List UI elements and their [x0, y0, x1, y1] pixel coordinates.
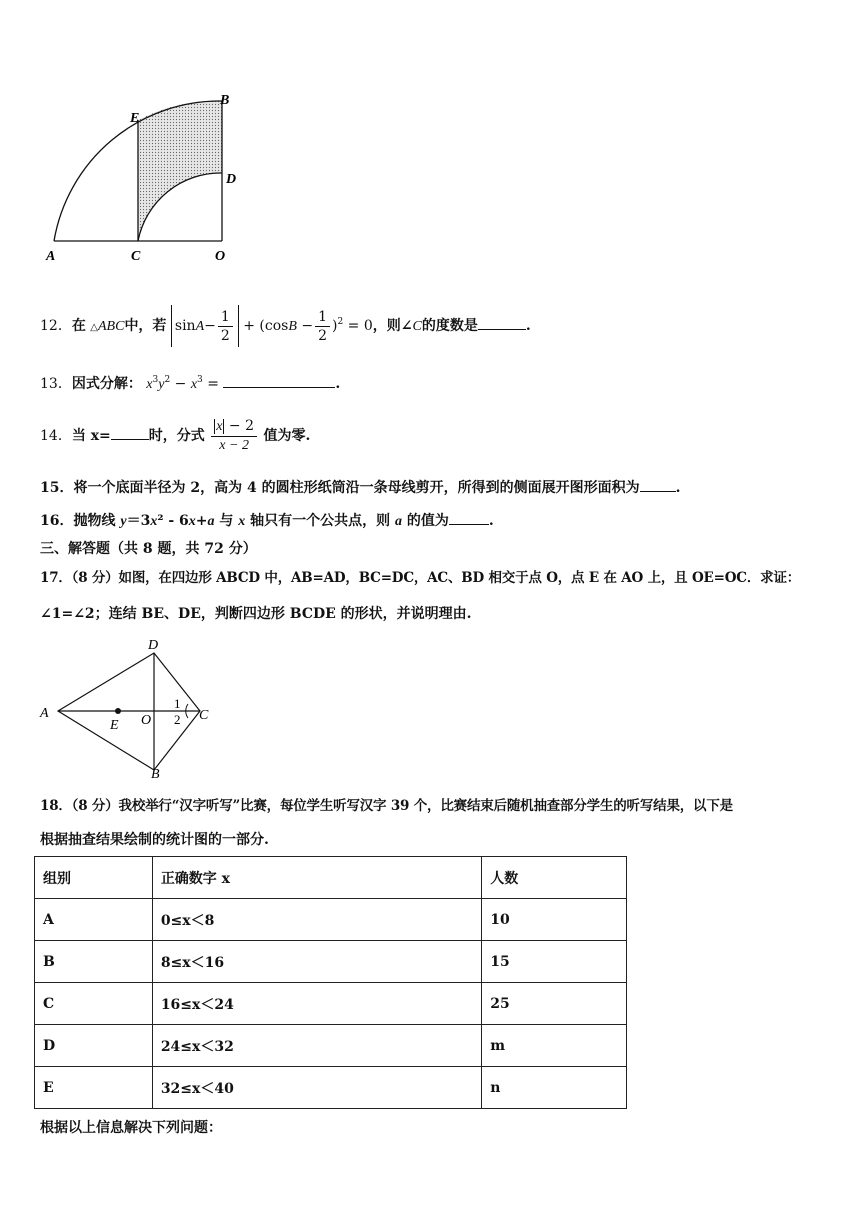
frac-num: 1: [218, 308, 233, 327]
cell-count: m: [482, 1025, 627, 1067]
frac14-den: x − 2: [219, 438, 249, 453]
fig2-label-1: 1: [174, 696, 181, 711]
cell-group: D: [35, 1025, 153, 1067]
table-row: [35, 899, 627, 941]
q13-number: 13．: [40, 376, 72, 392]
close-paren: ): [332, 318, 338, 334]
q15-end: .: [675, 480, 681, 496]
minus-sign: −: [204, 318, 216, 334]
q14-text-3: 值为零.: [263, 428, 311, 444]
answer-blank-13[interactable]: [223, 374, 335, 388]
answer-blank-15[interactable]: [640, 478, 676, 492]
sin-func: sin: [174, 318, 196, 334]
exp-3b: 3: [197, 375, 203, 385]
q12-text-4: 的度数是: [421, 318, 478, 334]
cell-count: 25: [482, 983, 627, 1025]
section-heading: 三、解答题（共 8 题，共 72 分）: [40, 541, 257, 557]
answer-blank-16[interactable]: [449, 511, 489, 525]
var-C: C: [412, 319, 422, 334]
cell-range: 32≤x＜40: [152, 1067, 481, 1109]
q16-text: 16．抛物线: [40, 513, 121, 529]
abs-x: x: [216, 419, 223, 434]
var-a-16b: a: [395, 514, 402, 529]
cell-group: A: [35, 899, 153, 941]
q16-text-3: 轴只有一个公共点，则: [245, 513, 395, 529]
table-row: [35, 1025, 627, 1067]
table-row: [35, 983, 627, 1025]
var-x-axis: x: [238, 514, 246, 529]
q15-text: 15．将一个底面半径为 2，高为 4 的圆柱形纸筒沿一条母线剪开，所得到的侧面展开图形面积为: [40, 480, 640, 496]
question-16: [40, 511, 494, 532]
square-exponent: 2: [337, 317, 344, 327]
question-13: [40, 370, 340, 395]
kite-figure: [36, 632, 226, 782]
cell-group: E: [35, 1067, 153, 1109]
header-group: 组别: [35, 857, 153, 899]
answer-blank-14[interactable]: [111, 426, 149, 440]
exp-3: 3: [152, 375, 159, 385]
q12-end: .: [525, 318, 531, 334]
question-18-line2: 根据抽查结果绘制的统计图的一部分.: [40, 832, 269, 848]
frac-num-2: 1: [315, 308, 330, 327]
q16-plus: +: [195, 513, 208, 529]
cell-range: 0≤x＜8: [152, 899, 481, 941]
q12-text-2: 中，若: [124, 318, 167, 334]
q16-text-4: 的值为: [402, 513, 449, 529]
cell-group: B: [35, 941, 153, 983]
var-x-16: x: [150, 514, 158, 529]
fraction-half: [218, 308, 233, 345]
minus-two: − 2: [224, 418, 254, 434]
question-14: [40, 414, 310, 458]
q14-text-2: 时，分式: [148, 428, 205, 444]
table-row: [35, 1067, 627, 1109]
label-D: D: [226, 172, 237, 187]
table-header-row: [35, 857, 627, 899]
cell-group: C: [35, 983, 153, 1025]
header-people: 人数: [482, 857, 627, 899]
triangle-symbol: △: [90, 322, 98, 333]
fig2-label-E: E: [110, 718, 119, 733]
var-y-16: y: [120, 514, 127, 529]
cell-range: 16≤x＜24: [152, 983, 481, 1025]
label-C: C: [131, 249, 141, 264]
var-x-16b: x: [188, 514, 196, 529]
q16-rest: ² - 6: [157, 513, 189, 529]
q12-number: 12．: [40, 318, 72, 334]
frac-den: 2: [220, 327, 230, 344]
exp-2: 2: [164, 375, 171, 385]
fig2-label-2: 2: [174, 712, 181, 727]
q12-text: 在: [71, 318, 86, 334]
table-body: [35, 857, 627, 1109]
question-17-line1: 17．（8 分）如图，在四边形 ABCD 中，AB=AD，BC=DC，AC、BD 相交于点 O，点 E 在 AO 上，且 OE=OC．求证：: [40, 570, 801, 586]
footer-text: 根据以上信息解决下列问题：: [40, 1120, 222, 1136]
q16-end: .: [488, 513, 494, 529]
fraction-half-2: [315, 308, 330, 345]
q14-number: 14．: [40, 428, 72, 444]
minus-sign-13: −: [170, 376, 191, 392]
frequency-table: [34, 856, 627, 1109]
q12-text-3: ，则∠: [372, 318, 413, 334]
var-x: x: [146, 377, 153, 392]
fig2-label-C: C: [199, 708, 209, 723]
question-17-line2: ∠1=∠2；连结 BE、DE，判断四边形 BCDE 的形状，并说明理由.: [40, 606, 472, 622]
label-E: E: [130, 111, 140, 126]
table-row: [35, 941, 627, 983]
q16-eq: ＝3: [126, 513, 151, 529]
label-O: O: [215, 249, 226, 264]
header-correct-count: 正确数字 x: [152, 857, 481, 899]
var-x-2: x: [190, 377, 198, 392]
cell-range: 24≤x＜32: [152, 1025, 481, 1067]
cell-range: 8≤x＜16: [152, 941, 481, 983]
label-B: B: [220, 93, 230, 108]
abs-expression: [171, 305, 239, 347]
q14-text: 当 x=: [71, 428, 111, 444]
q13-text: 因式分解：: [71, 376, 142, 392]
cell-count: 10: [482, 899, 627, 941]
q13-end: .: [335, 376, 341, 392]
fig2-label-D: D: [148, 638, 159, 653]
cell-count: n: [482, 1067, 627, 1109]
answer-blank-12[interactable]: [478, 316, 526, 330]
equals-zero: = 0: [343, 318, 373, 334]
equals-13: =: [202, 376, 224, 392]
var-y: y: [158, 377, 165, 392]
question-15: [40, 478, 680, 498]
fraction-14: [211, 417, 257, 455]
frac-den-2: 2: [318, 327, 328, 344]
label-A: A: [46, 249, 56, 264]
shaded-region: [138, 101, 222, 241]
frac14-num: [211, 417, 257, 437]
fig2-label-A: A: [40, 706, 49, 721]
cell-count: 15: [482, 941, 627, 983]
var-A: A: [195, 319, 205, 334]
plus-cos: + (cos: [243, 318, 289, 334]
question-12: [40, 300, 531, 344]
question-18-line1: 18．（8 分）我校举行“汉字听写”比赛，每位学生听写汉字 39 个，比赛结束后随机抽查部分学生的听写结果，以下是: [40, 798, 733, 814]
var-B: B: [288, 319, 297, 334]
sector-figure: [40, 88, 250, 268]
q12-abc: ABC: [97, 319, 125, 334]
point-E: [115, 708, 121, 714]
fig2-label-O: O: [141, 713, 152, 728]
fig2-label-B: B: [151, 767, 160, 782]
var-a-16: a: [207, 514, 215, 529]
q16-text-2: 与: [214, 513, 239, 529]
minus-sign-2: −: [296, 318, 314, 334]
